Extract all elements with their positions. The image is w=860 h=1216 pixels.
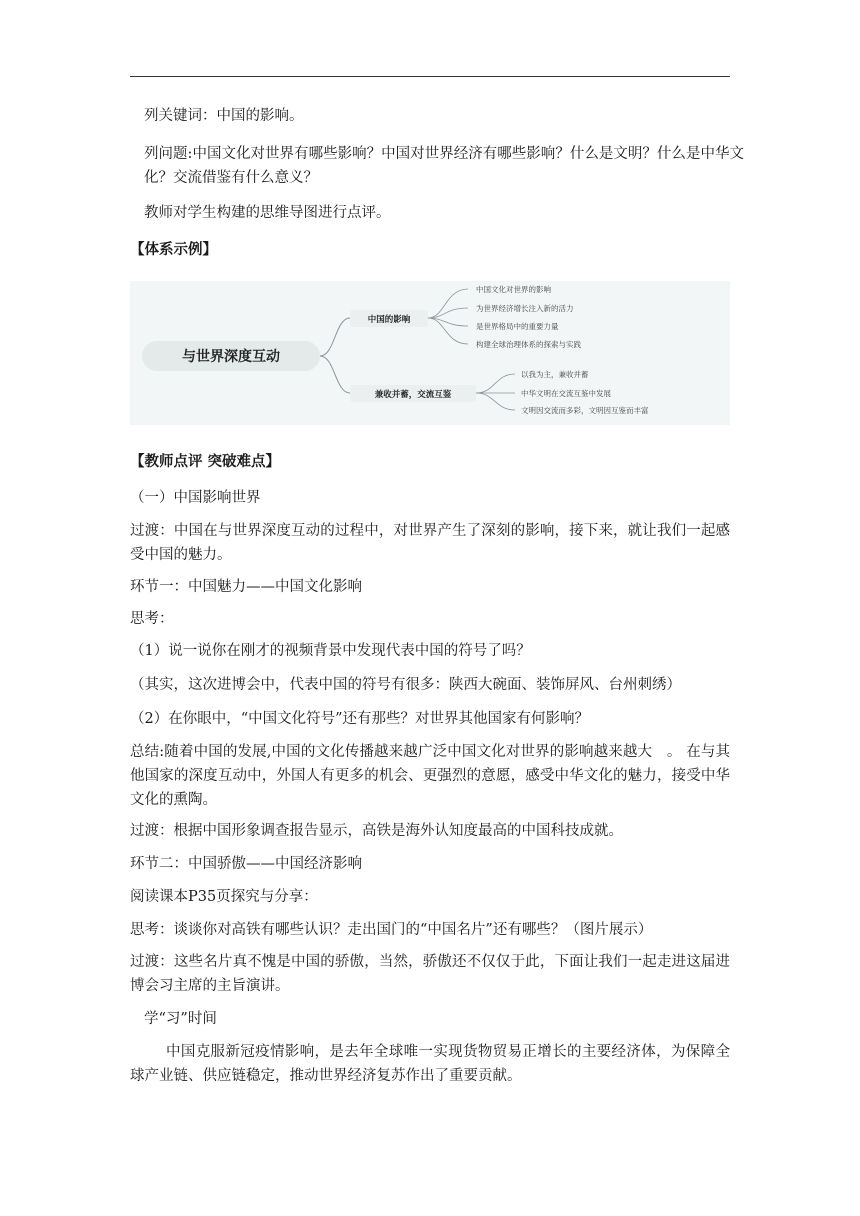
transition-two: 过渡：根据中国形象调查报告显示，高铁是海外认知度最高的中国科技成就。 — [130, 823, 623, 839]
mind-map-leaf: 为世界经济增长注入新的活力 — [476, 304, 574, 313]
teacher-comment-heading: 【教师点评 突破难点】 — [130, 454, 281, 470]
think-two: 思考：谈谈你对高铁有哪些认识？走出国门的“中国名片”还有哪些？（图片展示） — [130, 922, 653, 938]
mind-map-leaf: 是世界格局中的重要力量 — [476, 322, 559, 331]
teacher-review-line: 教师对学生构建的思维导图进行点评。 — [144, 205, 391, 221]
mind-map-leaf: 构建全球治理体系的探索与实践 — [476, 340, 581, 349]
keywords-line: 列关键词：中国的影响。 — [144, 108, 304, 124]
section-heading: （一）中国影响世界 — [130, 490, 261, 506]
question-two: （2）在你眼中，“中国文化符号”还有那些？对世界其他国家有何影响？ — [130, 711, 590, 727]
transition-paragraph: 过渡：中国在与世界深度互动的过程中，对世界产生了深刻的影响，接下来，就让我们一起感受中国的魅力。 — [130, 523, 730, 563]
think-label: 思考： — [130, 611, 174, 627]
mind-map-root-label: 与世界深度互动 — [182, 349, 280, 365]
xi-time-heading: 学“习”时间 — [144, 1011, 217, 1027]
mind-map-leaf: 以我为主，兼收并蓄 — [521, 370, 589, 379]
questions-paragraph: 列问题:中国文化对世界有哪些影响？中国对世界经济有哪些影响？什么是文明？什么是中华文化？交流借鉴有什么意义？ — [144, 146, 744, 186]
mind-map-branch-label: 中国的影响 — [367, 315, 411, 325]
mind-map-leaf: 中华文明在交流互鉴中发展 — [521, 389, 611, 398]
summary-paragraph: 总结:随着中国的发展,中国的文化传播越来越广泛中国文化对世界的影响越来越大 。 在与其他国家的深度互动中，外国人有更多的机会、更强烈的意愿，感受中华文化的魅力，接受中华文化的熏陶。 — [130, 744, 730, 808]
header-rule — [130, 76, 730, 77]
mind-map-branch-label: 兼收并蓄，交流互鉴 — [374, 390, 452, 400]
link-two-heading: 环节二：中国骄傲——中国经济影响 — [130, 856, 362, 872]
mind-map-svg — [130, 281, 730, 425]
question-one-note: （其实，这次进博会中，代表中国的符号有很多：陕西大碗面、装饰屏风、台州刺绣） — [130, 677, 681, 693]
system-example-heading: 【体系示例】 — [130, 242, 217, 258]
mind-map-leaf: 文明因交流而多彩，文明因互鉴而丰富 — [521, 406, 649, 415]
mind-map-leaf: 中国文化对世界的影响 — [476, 285, 551, 294]
question-one: （1）说一说你在刚才的视频背景中发现代表中国的符号了吗？ — [130, 643, 531, 659]
link-one-heading: 环节一：中国魅力——中国文化影响 — [130, 579, 362, 595]
xi-time-content: 中国克服新冠疫情影响，是去年全球唯一实现货物贸易正增长的主要经济体，为保障全球产业链、供应链稳定，推动世界经济复苏作出了重要贡献。 — [130, 1044, 730, 1084]
mind-map — [130, 281, 730, 425]
read-line: 阅读课本P35页探究与分享： — [130, 889, 318, 905]
transition-three-paragraph: 过渡：这些名片真不愧是中国的骄傲，当然，骄傲还不仅仅于此，下面让我们一起走进这届进博会习主席的主旨演讲。 — [130, 954, 730, 994]
